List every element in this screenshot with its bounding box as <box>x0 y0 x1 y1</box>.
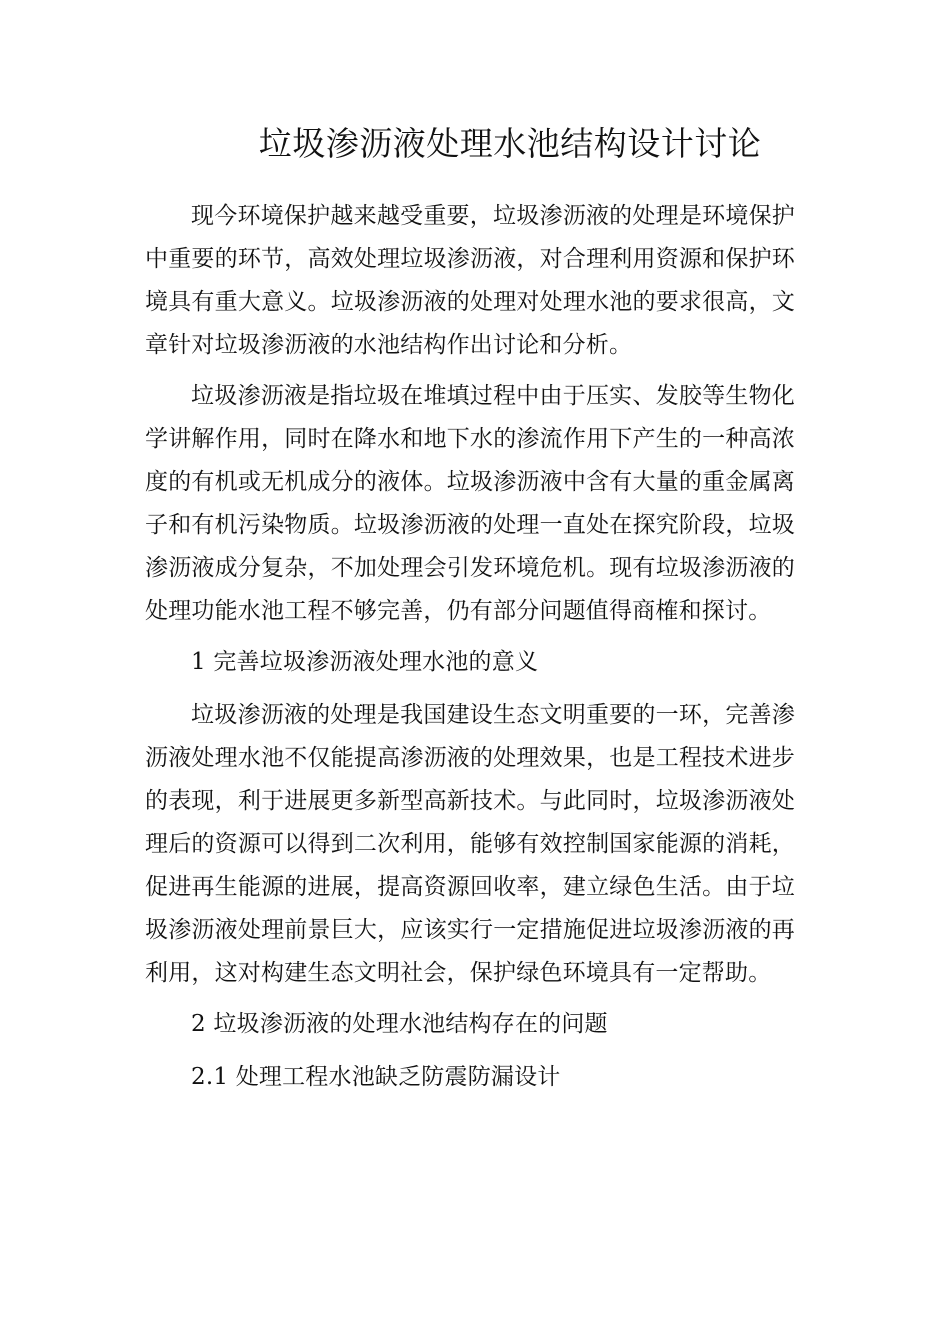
subsection-heading-2-1: 2.1 处理工程水池缺乏防震防漏设计 <box>191 1064 561 1090</box>
document-title: 垃圾渗沥液处理水池结构设计讨论 <box>258 124 762 163</box>
section-heading-1: 1 完善垃圾渗沥液处理水池的意义 <box>191 649 539 675</box>
paragraph-significance: 垃圾渗沥液的处理是我国建设生态文明重要的一环，完善渗沥液处理水池不仅能提高渗沥液的处理效果，也是工程技术进步的表现，利于进展更多新型高新技术。与此同时，垃圾渗沥液处理后的资源可以得到二次利用，能够有效控制国家能源的消耗，促进再生能源的进展，提高资源回收率，建立绿色生活。由于垃圾渗沥液处理前景巨大，应该实行一定措施促进垃圾渗沥液的再利用，这对构建生态文明社会，保护绿色环境具有一定帮助。 <box>145 702 795 986</box>
paragraph-intro: 现今环境保护越来越受重要，垃圾渗沥液的处理是环境保护中重要的环节，高效处理垃圾渗沥液，对合理利用资源和保护环境具有重大意义。垃圾渗沥液的处理对处理水池的要求很高，文章针对垃圾渗沥液的水池结构作出讨论和分析。 <box>145 203 795 358</box>
paragraph-definition: 垃圾渗沥液是指垃圾在堆填过程中由于压实、发胶等生物化学讲解作用，同时在降水和地下水的渗流作用下产生的一种高浓度的有机或无机成分的液体。垃圾渗沥液中含有大量的重金属离子和有机污染物质。垃圾渗沥液的处理一直处在探究阶段，垃圾渗沥液成分复杂，不加处理会引发环境危机。现有垃圾渗沥液的处理功能水池工程不够完善，仍有部分问题值得商榷和探讨。 <box>145 383 795 624</box>
document-body <box>145 195 795 1109</box>
section-heading-2: 2 垃圾渗沥液的处理水池结构存在的问题 <box>191 1011 608 1037</box>
